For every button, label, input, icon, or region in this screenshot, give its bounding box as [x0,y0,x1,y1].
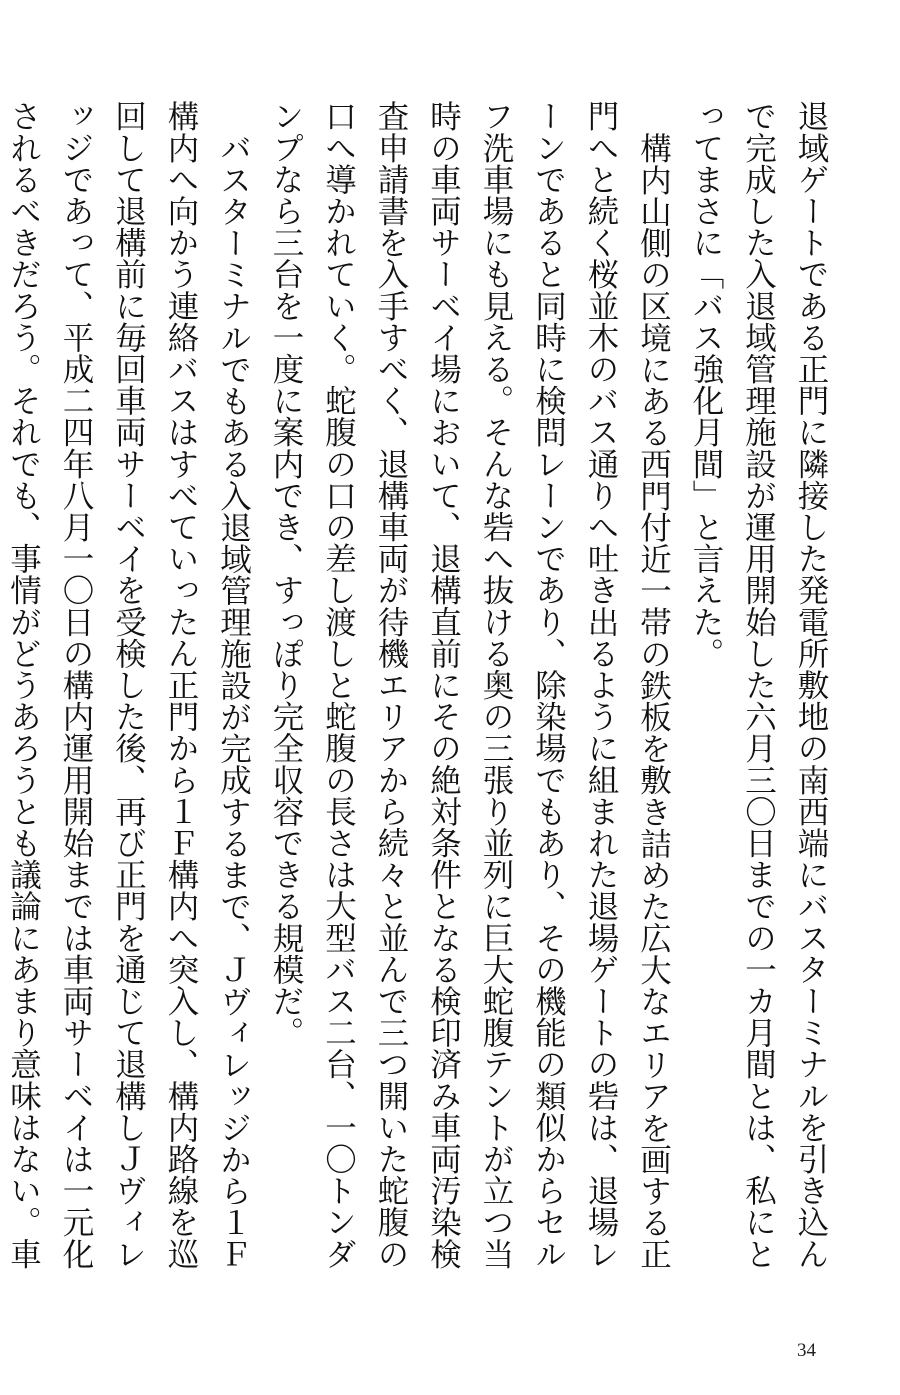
paragraph: バスターミナルでもある入退域管理施設が完成するまで、Ｊヴィレッジから１Ｆ構内へ向かう連絡バスはすべていったん正門から１Ｆ構内へ突入し、構内路線を巡回して退構前に毎回車両サーベイを受検した後、再び正門を通じて退構しＪヴィレッジであって、平成二四年八月一〇日の構内運用開始までは車両サーベイは一元化されるべきだろう。それでも、事情がどうあろうとも議論にあまり意味はない。車 [5,100,252,1270]
page-number: 34 [797,1340,816,1361]
body-text [5,100,837,1300]
paragraph: 退域ゲートである正門に隣接した発電所敷地の南西端にバスターミナルを引き込んで完成した入退域管理施設が運用開始した六月三〇日までの一カ月間とは、私にとってまさに「バス強化月間」と言えた。 [688,100,829,1270]
paragraph: 構内山側の区境にある西門付近一帯の鉄板を敷き詰めた広大なエリアを画する正門へと続く桜並木のバス通りへ吐き出るように組まれた退場ゲートの砦は、退場レーンであると同時に検問レーンであり、除染場でもあり、その機能の類似からセルフ洗車場にも見える。そんな砦へ抜ける奥の三張り並列に巨大蛇腹テントが立つ当時の車両サーベイ場において、退構直前にその絶対条件となる検印済み車両汚染検査申請書を入手すべく、退構車両が待機エリアから続々と並んで三つ開いた蛇腹の口へ導かれていく。蛇腹の口の差し渡しと蛇腹の長さは大型バス二台、一〇トンダンプなら三台を一度に案内でき、すっぽり完全収容できる規模だ。 [268,100,672,1270]
